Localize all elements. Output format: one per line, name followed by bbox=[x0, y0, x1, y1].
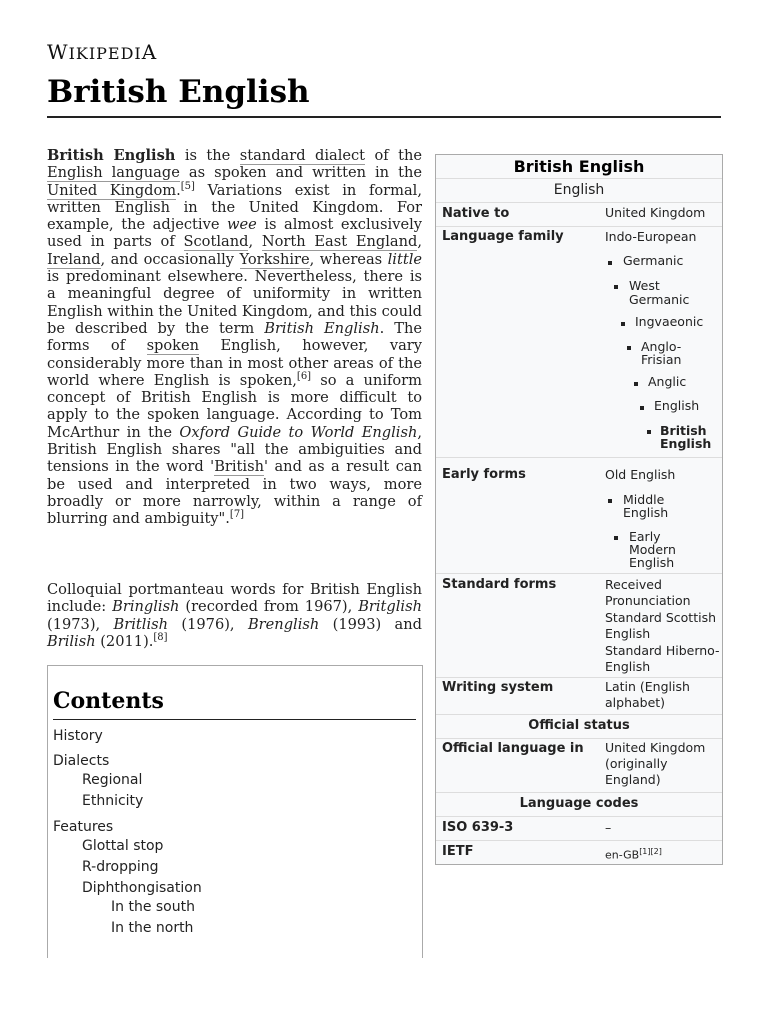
ietf-refs[interactable]: [1][2] bbox=[639, 847, 662, 856]
infobox-divider bbox=[436, 792, 722, 793]
infobox-native-name: English bbox=[553, 182, 605, 198]
family-tree-english[interactable]: English bbox=[654, 398, 700, 413]
official-language-value[interactable]: United Kingdom (originally England) bbox=[605, 740, 706, 787]
official-status-header: Official status bbox=[528, 718, 630, 733]
italic-term: wee bbox=[227, 216, 257, 234]
tree-bullet-icon bbox=[640, 406, 644, 410]
standard-forms-scottish[interactable]: Standard Scottish English bbox=[605, 610, 717, 641]
italic-term: Brenglish bbox=[247, 615, 320, 633]
language-codes-header: Language codes bbox=[519, 796, 639, 811]
family-tree-anglic[interactable]: Anglic bbox=[648, 374, 687, 389]
wikipedia-logo[interactable] bbox=[47, 40, 157, 64]
family-tree-british-english: British English bbox=[660, 423, 712, 451]
logo-letter: W bbox=[47, 40, 69, 64]
infobox-divider bbox=[436, 677, 722, 678]
tree-bullet-icon bbox=[614, 536, 618, 540]
infobox-divider bbox=[436, 202, 722, 203]
early-forms-label: Early forms bbox=[442, 467, 526, 482]
article-link[interactable]: North East England bbox=[261, 233, 418, 251]
table-of-contents bbox=[47, 665, 423, 958]
toc-item-ethnicity[interactable]: Ethnicity bbox=[82, 793, 144, 809]
ietf-value bbox=[605, 844, 720, 864]
italic-term: Britglish bbox=[358, 598, 422, 616]
tree-bullet-icon bbox=[634, 382, 638, 386]
italic-term: little bbox=[387, 250, 423, 268]
toc-item-in-the-north[interactable]: In the north bbox=[111, 920, 194, 936]
bold-term: British English bbox=[47, 147, 176, 164]
writing-system-label: Writing system bbox=[442, 680, 554, 695]
infobox-divider bbox=[436, 226, 722, 227]
title-divider bbox=[47, 116, 721, 118]
article-link[interactable]: Yorkshire bbox=[239, 250, 310, 268]
infobox-title: British English bbox=[513, 157, 645, 176]
toc-item-dialects[interactable]: Dialects bbox=[53, 753, 110, 769]
page-title: British English bbox=[47, 74, 310, 110]
family-tree-ingvaeonic[interactable]: Ingvaeonic bbox=[635, 314, 704, 329]
tree-bullet-icon bbox=[614, 285, 618, 289]
toc-item-glottal-stop[interactable]: Glottal stop bbox=[82, 838, 164, 854]
family-tree-west-germanic[interactable]: West Germanic bbox=[629, 278, 690, 307]
iso-label: ISO 639-3 bbox=[442, 820, 514, 835]
toc-title: Contents bbox=[53, 688, 164, 714]
citation-ref[interactable]: [6] bbox=[296, 371, 312, 382]
article-link[interactable]: Scotland bbox=[183, 233, 249, 251]
italic-term: Bringlish bbox=[112, 598, 180, 616]
article-link[interactable]: British bbox=[214, 458, 264, 476]
logo-letter-end: A bbox=[141, 40, 158, 64]
italic-term: Britlish bbox=[113, 615, 169, 633]
intro-paragraph-2: Colloquial portmanteau words for British English include: Bringlish (recorded from 1967), Britglish (1973), Britlish (1976), Brenglish (1993) and Brilish (2011).[8] bbox=[47, 581, 422, 650]
infobox-divider bbox=[436, 573, 722, 574]
infobox-divider bbox=[436, 178, 722, 179]
italic-term: Oxford Guide to World English bbox=[179, 423, 418, 441]
citation-ref[interactable]: [8] bbox=[153, 632, 168, 644]
writing-system-value[interactable]: Latin (English alphabet) bbox=[605, 679, 690, 710]
logo-text: IKIPEDI bbox=[68, 44, 142, 63]
standard-forms-rp[interactable]: Received Pronunciation bbox=[605, 577, 691, 608]
ietf-code: en-GB bbox=[605, 848, 640, 862]
infobox-divider bbox=[436, 816, 722, 817]
intro-paragraph-1: British English is the standard dialect of the English language as spoken and written in the United Kingdom.[5] Variations exist in formal, written English in the United Kingdom. For example, the adjective wee is almost exclusively used in parts of Scotland, North East England, Ireland, and occasionally Yorkshire, whereas little is predominant elsewhere. Nevertheless, there is a meaningful degree of uniformity in written English within the United Kingdom, and this could be described by the term British English. The forms of spoken English, however, vary considerably more than in most other areas of the world where English is spoken,[6] so a uniform concept of British English is more difficult to apply to the spoken language. According to Tom McArthur in the Oxford Guide to World English, British English shares "all the ambiguities and tensions in the word 'British' and as a result can be used and interpreted in two ways, more broadly or more narrowly, within a range of blurring and ambiguity".[7] bbox=[47, 147, 423, 528]
native-to-label: Native to bbox=[442, 206, 510, 221]
article-link[interactable]: United Kingdom bbox=[47, 181, 177, 199]
native-to-value[interactable]: United Kingdom bbox=[605, 205, 706, 220]
toc-item-r-dropping[interactable]: R-dropping bbox=[82, 859, 159, 875]
tree-bullet-icon bbox=[621, 322, 625, 326]
language-infobox bbox=[435, 154, 723, 865]
toc-item-in-the-south[interactable]: In the south bbox=[111, 899, 195, 915]
article-link[interactable]: Ireland bbox=[47, 250, 101, 268]
citation-ref[interactable]: [5] bbox=[180, 180, 195, 192]
toc-item-history[interactable]: History bbox=[53, 728, 103, 744]
article-link[interactable]: standard dialect bbox=[239, 147, 366, 164]
standard-forms-hiberno[interactable]: Standard Hiberno-English bbox=[605, 643, 720, 674]
early-tree-early-modern-english[interactable]: Early Modern English bbox=[629, 529, 676, 570]
toc-divider bbox=[53, 719, 416, 720]
toc-item-regional[interactable]: Regional bbox=[82, 772, 143, 788]
infobox-divider bbox=[436, 840, 722, 841]
iso-value: – bbox=[605, 820, 612, 835]
family-tree-germanic[interactable]: Germanic bbox=[623, 253, 684, 268]
official-language-label: Official language in bbox=[442, 741, 584, 756]
ietf-label: IETF bbox=[442, 844, 474, 859]
italic-term: Brilish bbox=[47, 632, 96, 650]
toc-item-features[interactable]: Features bbox=[53, 819, 114, 835]
language-family-label: Language family bbox=[442, 229, 564, 244]
family-tree-anglo-frisian[interactable]: Anglo-Frisian bbox=[641, 339, 682, 367]
standard-forms-label: Standard forms bbox=[442, 577, 557, 592]
early-tree-middle-english[interactable]: Middle English bbox=[623, 492, 669, 520]
infobox-divider bbox=[436, 714, 722, 715]
toc-item-diphthongisation[interactable]: Diphthongisation bbox=[82, 880, 202, 896]
italic-term: British English bbox=[264, 319, 380, 337]
tree-bullet-icon bbox=[627, 346, 631, 350]
citation-ref[interactable]: [7] bbox=[229, 509, 245, 521]
tree-bullet-icon bbox=[608, 499, 612, 503]
infobox-divider bbox=[436, 457, 722, 458]
article-link[interactable]: English language bbox=[47, 164, 180, 182]
article-link[interactable]: spoken bbox=[146, 337, 200, 355]
early-forms-value[interactable]: Old English bbox=[605, 467, 676, 482]
tree-bullet-icon bbox=[647, 430, 651, 434]
tree-bullet-icon bbox=[608, 261, 612, 265]
language-family-value[interactable]: Indo-European bbox=[605, 229, 697, 244]
infobox-divider bbox=[436, 738, 722, 739]
